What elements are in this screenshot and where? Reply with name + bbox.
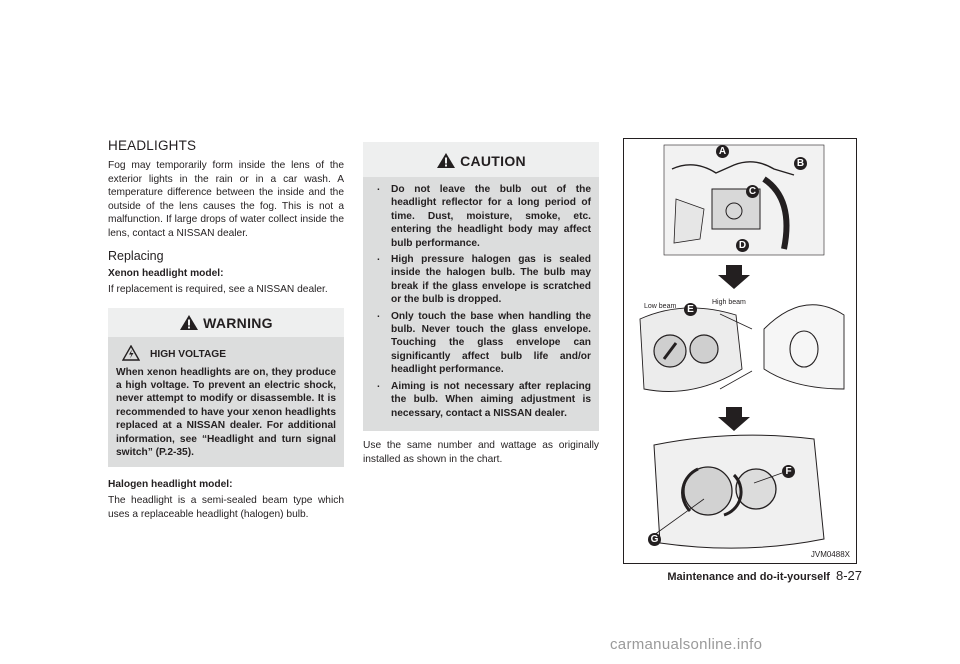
callout-f: F <box>782 465 795 478</box>
callout-d: D <box>736 239 749 252</box>
callout-g: G <box>648 533 661 546</box>
warning-header <box>108 308 344 337</box>
warning-text: When xenon headlights are on, they produce a high voltage. To prevent an electric shock, never attempt to modify or disassemble. It is recommended to have your xenon headlights replaced at a NISSAN dealer. For additional information, see “Headlight and turn signal switch” (P.2-35). <box>116 366 336 458</box>
intro-paragraph: Fog may temporarily form inside the lens of the exterior lights in the rain or in a car wash. A temperature difference between the inside and the outside of the lens causes the fog. This is not a malfunction. If large drops of water collect inside the lens, contact a NISSAN dealer. <box>108 160 344 239</box>
middle-column <box>363 138 599 472</box>
high-voltage-label: HIGH VOLTAGE <box>150 349 227 361</box>
headlight-figure <box>623 138 857 564</box>
list-item: . Only touch the base when handling the bulb. Never touch the glass envelope. Touching the glass envelope can significantly affect bulb life and/or headlight performance. <box>371 310 591 377</box>
callout-b: B <box>794 157 807 170</box>
caution-title: CAUTION <box>460 153 526 169</box>
watermark: carmanualsonline.info <box>610 636 763 653</box>
warning-title: WARNING <box>203 315 273 332</box>
caution-box <box>363 142 599 431</box>
section-heading: HEADLIGHTS <box>108 138 197 153</box>
bulb-wattage-note: Use the same number and wattage as originally installed as shown in the chart. <box>363 439 599 465</box>
warning-icon <box>436 152 456 169</box>
page-footer <box>622 568 862 583</box>
high-voltage-icon <box>122 345 140 361</box>
callout-c: C <box>746 185 759 198</box>
footer-section-title: Maintenance and do-it-yourself <box>667 571 830 583</box>
page-number: 8-27 <box>835 568 862 583</box>
halogen-heading: Halogen headlight model: <box>108 479 233 491</box>
warning-icon <box>179 314 199 331</box>
list-item: . High pressure halogen gas is sealed inside the halogen bulb. The bulb may break if the glass envelope is scratched or the bulb is dropped. <box>371 253 591 307</box>
low-beam-label: Low beam <box>644 303 677 310</box>
xenon-text: If replacement is required, see a NISSAN dealer. <box>108 283 328 295</box>
figure-code: JVM0488X <box>810 550 850 559</box>
high-voltage-row <box>116 345 336 361</box>
engine-bay-illustration <box>624 139 856 563</box>
callout-e: E <box>684 303 697 316</box>
caution-list <box>371 183 591 420</box>
left-column <box>108 138 344 528</box>
callout-a: A <box>716 145 729 158</box>
caution-body <box>363 177 599 431</box>
replacing-heading: Replacing <box>108 248 164 263</box>
list-item: . Aiming is not necessary after replacing the bulb. When aiming adjustment is necessary, contact a NISSAN dealer. <box>371 380 591 420</box>
high-beam-label: High beam <box>712 299 746 306</box>
list-item: . Do not leave the bulb out of the headlight reflector for a long period of time. Dust, moisture, smoke, etc. entering the headlight body may affect bulb performance. <box>371 183 591 250</box>
warning-body <box>108 337 344 467</box>
caution-header <box>363 142 599 177</box>
warning-box <box>108 308 344 467</box>
xenon-heading: Xenon headlight model: <box>108 267 224 279</box>
halogen-text: The headlight is a semi-sealed beam type which uses a replaceable headlight (halogen) bulb. <box>108 495 344 520</box>
